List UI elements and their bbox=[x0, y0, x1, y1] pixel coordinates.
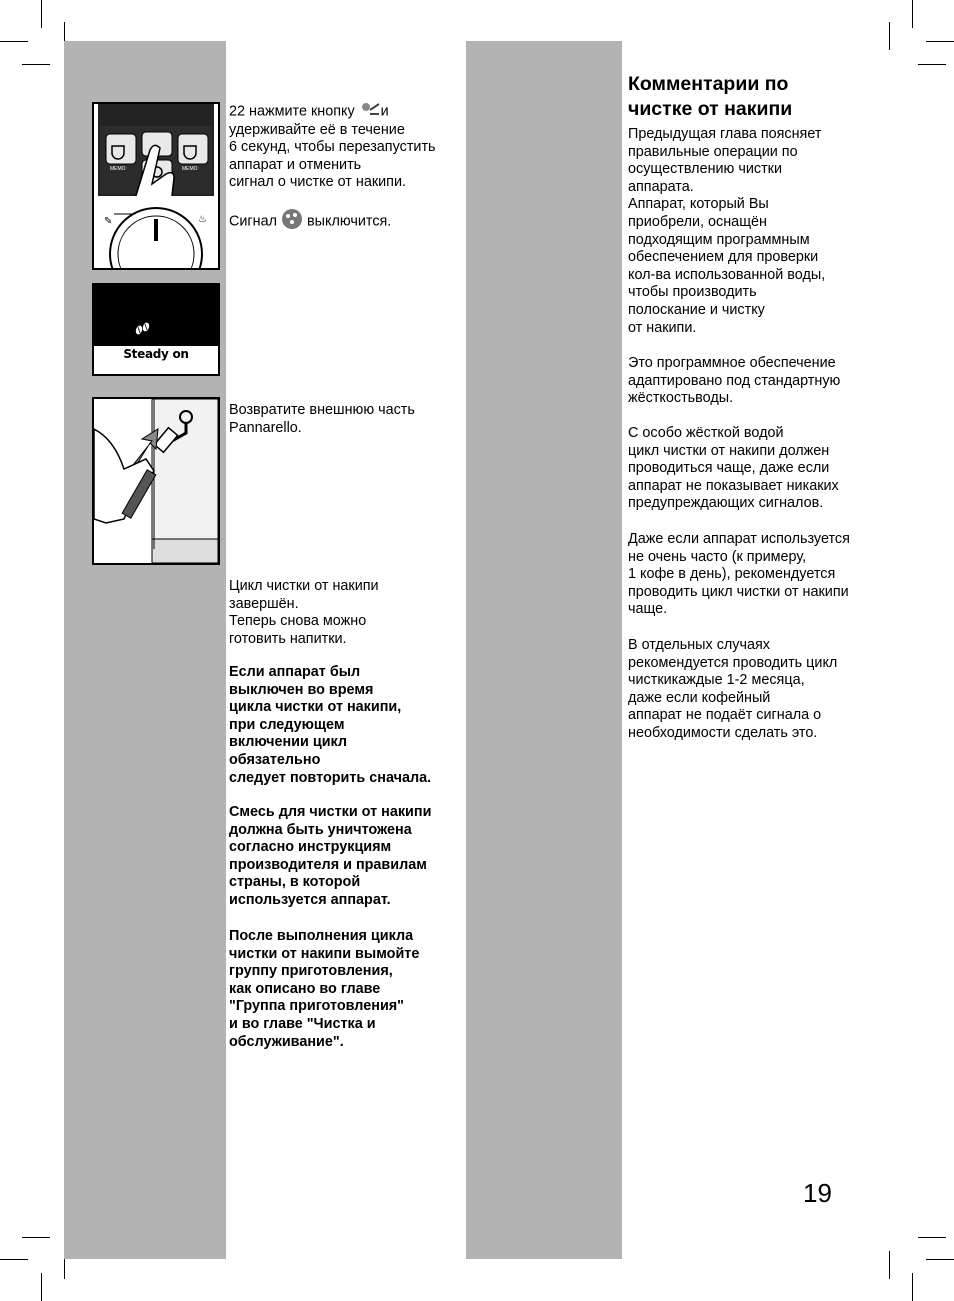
crop-mark bbox=[889, 22, 890, 50]
display-indicator-figure bbox=[92, 283, 220, 376]
crop-mark bbox=[22, 1237, 50, 1238]
section-title: Комментарии по чистке от накипи bbox=[628, 73, 793, 120]
display-screen bbox=[94, 285, 218, 346]
warning-brew-group: После выполнения цикла чистки от накипи вымойте группу приготовления, как описано во главе "Группа приготовления" и во главе "Чистка и обслуживание". bbox=[229, 928, 420, 1050]
control-panel-figure bbox=[92, 102, 220, 270]
right-paragraph-3: С особо жёсткой водой цикл чистки от накипи должен проводиться чаще, даже если аппарат не показывает никаких предупреждающих сигналов. bbox=[628, 425, 839, 512]
crop-mark bbox=[889, 1251, 890, 1279]
page-number: 19 bbox=[803, 1178, 832, 1208]
right-paragraph-4: Даже если аппарат используется не очень часто (к примеру, 1 кофе в день), рекомендуется проводить цикл чистки от накипи чаще. bbox=[628, 531, 850, 618]
coffee-bean-icon bbox=[94, 285, 218, 346]
warning-disposal: Смесь для чистки от накипи должна быть уничтожена согласно инструкциям производителя и правилам страны, в которой используется аппарат. bbox=[229, 804, 432, 908]
memo-label: MEMO bbox=[110, 166, 126, 172]
step-22-prefix: 22 нажмите кнопку bbox=[229, 103, 359, 120]
step-22-text bbox=[229, 102, 464, 192]
crop-mark bbox=[926, 1259, 954, 1260]
crop-mark bbox=[926, 41, 954, 42]
right-paragraph-1: Предыдущая глава поясняет правильные операции по осуществлению чистки аппарата. Аппарат, который Вы приобрели, оснащён подходящим программным обеспечением для проверки кол-ва использованной воды, чтобы производить полоскание и чистку от накипи. bbox=[628, 126, 826, 336]
crop-mark bbox=[912, 0, 913, 28]
right-paragraph-5: В отдельных случаях рекомендуется проводить цикл чисткикаждые 1-2 месяца, даже если кофейный аппарат не подаёт сигнала о необходимости сделать это. bbox=[628, 637, 838, 741]
crop-mark bbox=[0, 41, 28, 42]
signal-off-text bbox=[229, 208, 464, 236]
crop-mark bbox=[918, 64, 946, 65]
crop-mark bbox=[912, 1273, 913, 1301]
crop-mark bbox=[0, 1259, 28, 1260]
display-status-label: Steady on bbox=[123, 347, 189, 361]
signal-prefix: Сигнал bbox=[229, 213, 282, 230]
warning-power-off: Если аппарат был выключен во время цикла чистки от накипи, при следующем включении цикл обязательно следует повторить сначала. bbox=[229, 664, 432, 786]
descale-signal-icon bbox=[281, 208, 303, 236]
right-paragraph-2: Это программное обеспечение адаптировано под стандартную жёсткостьводы. bbox=[628, 355, 841, 407]
pannarello-text: Возвратите внешнюю часть Pannarello. bbox=[229, 402, 415, 436]
cleaning-button-icon bbox=[359, 102, 381, 122]
memo-label: MEMO bbox=[182, 166, 198, 172]
cycle-done-text: Цикл чистки от накипи завершён. Теперь снова можно готовить напитки. bbox=[229, 578, 379, 647]
control-panel-illustration bbox=[94, 104, 218, 268]
crop-mark bbox=[41, 1273, 42, 1301]
svg-text:♨: ♨ bbox=[198, 214, 207, 225]
pannarello-illustration bbox=[94, 399, 218, 563]
signal-suffix: выключится. bbox=[303, 213, 392, 230]
crop-mark bbox=[918, 1237, 946, 1238]
crop-mark bbox=[22, 64, 50, 65]
middle-gray-band bbox=[466, 41, 622, 1259]
step-22-suffix: и удерживайте её в течение 6 секунд, чтобы перезапустить аппарат и отменить сигнал о чистке от накипи. bbox=[229, 103, 436, 191]
svg-text:✎: ✎ bbox=[104, 216, 113, 227]
pannarello-figure bbox=[92, 397, 220, 565]
crop-mark bbox=[41, 0, 42, 28]
